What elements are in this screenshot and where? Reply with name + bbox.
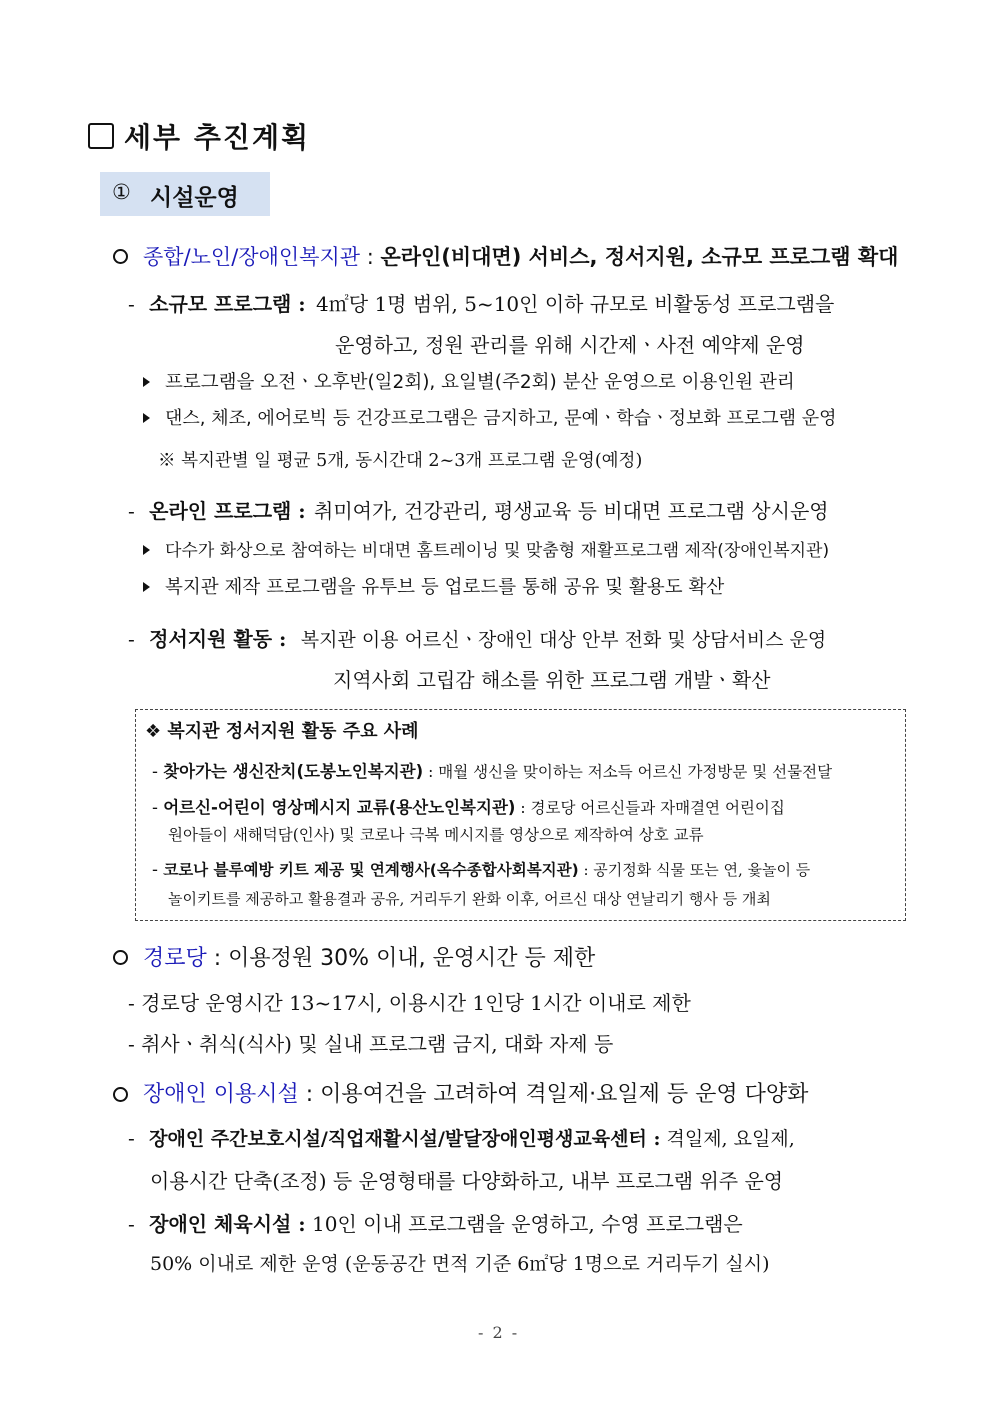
emotion-text1: 복지관 이용 어르신ㆍ장애인 대상 안부 전화 및 상담서비스 운영	[300, 629, 827, 651]
online-prog-label: 온라인 프로그램 :	[149, 499, 306, 523]
example-item	[152, 858, 810, 880]
dash: -	[128, 292, 135, 316]
sec2-line2: - 취사ㆍ취식(식사) 및 실내 프로그램 금지, 대화 자제 등	[128, 1032, 614, 1056]
sec3-b-text1: 10인 이내 프로그램을 운영하고, 수영 프로그램은	[305, 1212, 743, 1236]
small-prog-bullet1: 프로그램을 오전ㆍ오후반(일2회), 요일별(주2회) 분산 운영으로 이용인원 관리	[165, 372, 795, 393]
sec3-a-text2: 이용시간 단축(조정) 등 운영형태를 다양화하고, 내부 프로그램 위주 운영	[150, 1169, 784, 1193]
sec3-a-label: 장애인 주간보호시설/직업재활시설/발달장애인평생교육센터 :	[149, 1128, 661, 1150]
online-prog-line	[128, 495, 829, 524]
triangle-bullet-icon	[143, 582, 150, 592]
section-number: ①	[112, 180, 131, 204]
page-title: 세부 추진계획	[124, 121, 311, 154]
example-item	[152, 794, 785, 818]
sec1-title: 종합/노인/장애인복지관	[143, 245, 361, 269]
small-prog-line1	[128, 288, 834, 317]
dash: -	[152, 798, 158, 817]
section-heading	[100, 172, 270, 216]
emotion-label: 정서지원 활동 :	[149, 627, 287, 651]
triangle-bullet-icon	[143, 413, 150, 423]
sec3-heading	[143, 1077, 808, 1108]
dash: -	[128, 1126, 135, 1150]
emotion-line1	[128, 623, 826, 652]
example-text-cont: 놀이키트를 제공하고 활용결과 공유, 거리두기 완화 이후, 어르신 대상 연날리기 행사 등 개최	[168, 890, 771, 908]
triangle-bullet-icon	[143, 377, 150, 387]
small-prog-note: ※ 복지관별 일 평균 5개, 동시간대 2~3개 프로그램 운영(예정)	[158, 451, 643, 471]
dash: -	[128, 499, 135, 523]
sec3-b-label: 장애인 체육시설 :	[149, 1212, 306, 1236]
example-text: : 경로당 어르신들과 자매결연 어린이집	[515, 799, 785, 817]
sec2-colon: :	[206, 946, 229, 971]
example-title: ❖ 복지관 정서지원 활동 주요 사례	[145, 721, 419, 742]
sec3-b-line1	[128, 1208, 743, 1237]
circle-bullet-icon	[113, 950, 128, 965]
sec1-heading	[143, 241, 898, 271]
sec1-desc: 온라인(비대면) 서비스, 정서지원, 소규모 프로그램 확대	[380, 245, 899, 269]
emotion-text2: 지역사회 고립감 해소를 위한 프로그램 개발ㆍ확산	[333, 668, 771, 692]
small-prog-text2: 운영하고, 정원 관리를 위해 시간제ㆍ사전 예약제 운영	[335, 333, 805, 357]
example-head: 어르신-어린이 영상메시지 교류(용산노인복지관)	[163, 798, 516, 817]
sec3-b-text2: 50% 이내로 제한 운영 (운동공간 면적 기준 6㎡당 1명으로 거리두기 실시)	[150, 1253, 770, 1275]
dash: -	[152, 860, 158, 879]
triangle-bullet-icon	[143, 545, 150, 555]
circle-bullet-icon	[113, 249, 128, 264]
small-prog-label: 소규모 프로그램 :	[149, 292, 306, 316]
circle-bullet-icon	[113, 1087, 128, 1102]
example-text: : 공기정화 식물 또는 연, 윷놀이 등	[578, 861, 811, 879]
example-text: : 매월 생신을 맞이하는 저소득 어르신 가정방문 및 선물전달	[423, 763, 833, 781]
example-item	[152, 758, 832, 782]
page-number: - 2 -	[478, 1323, 520, 1342]
example-text-cont: 원아들이 새해덕담(인사) 및 코로나 극복 메시지를 영상으로 제작하여 상호 교류	[168, 826, 704, 844]
sec2-desc: 이용정원 30% 이내, 운영시간 등 제한	[228, 946, 596, 971]
example-head: 코로나 블루예방 키트 제공 및 연계행사(옥수종합사회복지관)	[163, 861, 579, 879]
sec2-title: 경로당	[143, 946, 207, 971]
checkbox-square-icon	[88, 123, 114, 149]
sec2-line1: - 경로당 운영시간 13~17시, 이용시간 1인당 1시간 이내로 제한	[128, 991, 691, 1015]
online-prog-bullet2: 복지관 제작 프로그램을 유투브 등 업로드를 통해 공유 및 활용도 확산	[165, 577, 725, 598]
sec1-colon: :	[360, 245, 381, 269]
sec3-desc: 이용여건을 고려하여 격일제·요일제 등 운영 다양화	[320, 1082, 809, 1107]
sec3-title: 장애인 이용시설	[143, 1082, 299, 1107]
online-prog-text: 취미여가, 건강관리, 평생교육 등 비대면 프로그램 상시운영	[314, 499, 829, 523]
sec3-a-line1	[128, 1124, 795, 1151]
dash: -	[128, 627, 135, 651]
sec2-heading	[143, 941, 595, 972]
dash: -	[128, 1212, 135, 1236]
sec3-colon: :	[298, 1082, 321, 1107]
online-prog-bullet1: 다수가 화상으로 참여하는 비대면 홈트레이닝 및 맞춤형 재활프로그램 제작(장애인복지관)	[165, 541, 830, 561]
sec3-a-text1: 격일제, 요일제,	[660, 1128, 795, 1150]
small-prog-text1: 4㎡당 1명 범위, 5~10인 이하 규모로 비활동성 프로그램을	[316, 292, 835, 316]
small-prog-bullet2: 댄스, 체조, 에어로빅 등 건강프로그램은 금지하고, 문예ㆍ학습ㆍ정보화 프로그램 운영	[165, 408, 837, 429]
example-head: 찾아가는 생신잔치(도봉노인복지관)	[163, 762, 424, 781]
dash: -	[152, 762, 158, 781]
section-title: 시설운영	[150, 185, 239, 211]
